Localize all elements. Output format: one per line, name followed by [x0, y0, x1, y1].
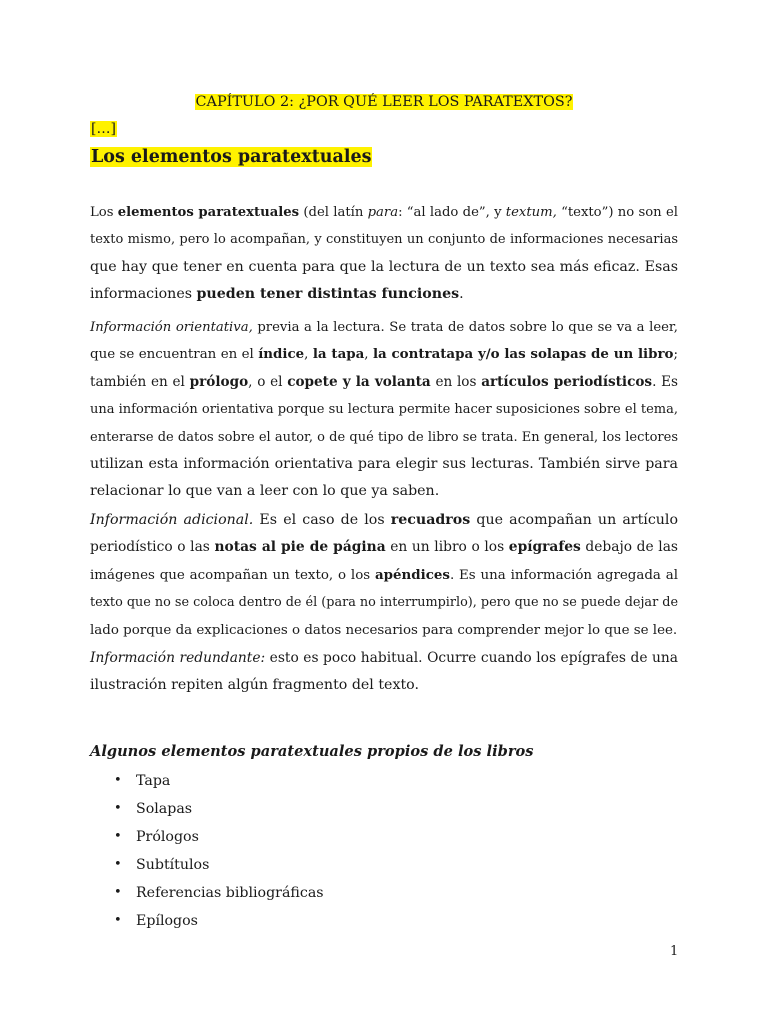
paragraph-line: también en el prólogo, o el copete y la volanta en los artículos periodísticos. Es — [90, 373, 679, 390]
paragraph-line: que se encuentran en el índice, la tapa, la contratapa y/o las solapas de un libro; — [90, 346, 679, 363]
list-item-text: Solapas — [136, 801, 193, 817]
bold-term: artículos periodísticos — [481, 373, 653, 390]
paratext-elements-list — [90, 767, 324, 935]
list-item — [90, 795, 324, 823]
list-item-text: Referencias bibliográficas — [136, 885, 324, 901]
italic-term: Información adicional. — [90, 512, 254, 528]
bold-term: prólogo — [189, 373, 249, 390]
bold-term: apéndices — [374, 566, 450, 583]
paragraph-line: Información adicional. Es el caso de los recuadros que acompañan un artículo — [90, 512, 678, 528]
paragraph-line: Información orientativa, previa a la lectura. Se trata de datos sobre lo que se va a leer, — [90, 320, 678, 335]
bold-term: la tapa — [312, 346, 365, 363]
bold-term: índice — [258, 346, 305, 363]
italic-term: textum, — [505, 205, 557, 220]
paragraph-line: que hay que tener en cuenta para que la lectura de un texto sea más eficaz. Esas — [90, 258, 678, 275]
list-item — [90, 851, 324, 879]
bold-term: recuadros — [390, 512, 471, 528]
list-item — [90, 879, 324, 907]
bold-term: epígrafes — [508, 539, 581, 556]
chapter-title — [0, 92, 768, 112]
list-item — [90, 907, 324, 935]
italic-term: Información redundante: — [90, 650, 266, 666]
paragraph-line: relacionar lo que van a leer con lo que ya saben. — [90, 483, 440, 500]
paragraph-line: imágenes que acompañan un texto, o los apéndices. Es una información agregada al — [90, 566, 678, 583]
paragraph-line: texto mismo, pero lo acompañan, y constituyen un conjunto de informaciones necesarias — [90, 232, 678, 248]
list-item-text: Subtítulos — [136, 857, 210, 873]
bold-term: elementos paratextuales — [117, 205, 300, 220]
paragraph-redundante — [90, 645, 678, 700]
paragraph-line: ilustración repiten algún fragmento del texto. — [90, 677, 419, 694]
paragraph-line: informaciones pueden tener distintas funciones. — [90, 286, 464, 303]
paragraph-definition — [90, 199, 678, 309]
paragraph-line: periodístico o las notas al pie de página en un libro o los epígrafes debajo de las — [90, 539, 678, 556]
bullet-icon: • — [114, 801, 122, 816]
list-heading: Algunos elementos paratextuales propios de los libros — [90, 743, 534, 760]
bold-term: copete y la volanta — [287, 373, 431, 390]
bullet-icon: • — [114, 913, 122, 928]
list-item-text: Tapa — [136, 773, 171, 789]
paragraph-orientativa — [90, 314, 678, 506]
list-item — [90, 767, 324, 795]
list-item — [90, 823, 324, 851]
italic-term: Información orientativa, — [90, 320, 253, 335]
paragraph-adicional — [90, 507, 678, 644]
bullet-icon: • — [114, 773, 122, 788]
bold-term: la contratapa y/o las solapas de un libro — [372, 346, 674, 363]
paragraph-line: utilizan esta información orientativa para elegir sus lecturas. También sirve para — [90, 456, 678, 473]
paragraph-line: enterarse de datos sobre el autor, o de qué tipo de libro se trata. En general, los lectores — [90, 429, 678, 445]
bold-term: pueden tener distintas funciones — [196, 286, 460, 303]
paragraph-line: Información redundante: esto es poco habitual. Ocurre cuando los epígrafes de una — [90, 650, 678, 666]
bullet-icon: • — [114, 885, 122, 900]
paragraph-line: texto que no se coloca dentro de él (para no interrumpirlo), pero que no se puede dejar de — [90, 595, 679, 611]
paragraph-line: Los elementos paratextuales (del latín para: “al lado de”, y textum, “texto”) no son el — [90, 205, 678, 220]
paragraph-line: lado porque da explicaciones o datos necesarios para comprender mejor lo que se lee. — [90, 622, 678, 638]
bullet-icon: • — [114, 829, 122, 844]
section-title — [90, 144, 372, 170]
chapter-title-text: CAPÍTULO 2: ¿POR QUÉ LEER LOS PARATEXTOS? — [195, 94, 573, 110]
omission-marker-text: […] — [91, 121, 116, 137]
omission-marker — [90, 120, 117, 138]
italic-term: para — [367, 205, 399, 220]
bullet-icon: • — [114, 857, 122, 872]
paragraph-line: una información orientativa porque su lectura permite hacer suposiciones sobre el tema, — [90, 402, 678, 418]
page-number: 1 — [670, 944, 679, 959]
list-item-text: Epílogos — [136, 913, 198, 929]
section-title-text: Los elementos paratextuales — [91, 147, 372, 167]
bold-term: notas al pie de página — [214, 539, 386, 556]
list-item-text: Prólogos — [136, 829, 199, 845]
